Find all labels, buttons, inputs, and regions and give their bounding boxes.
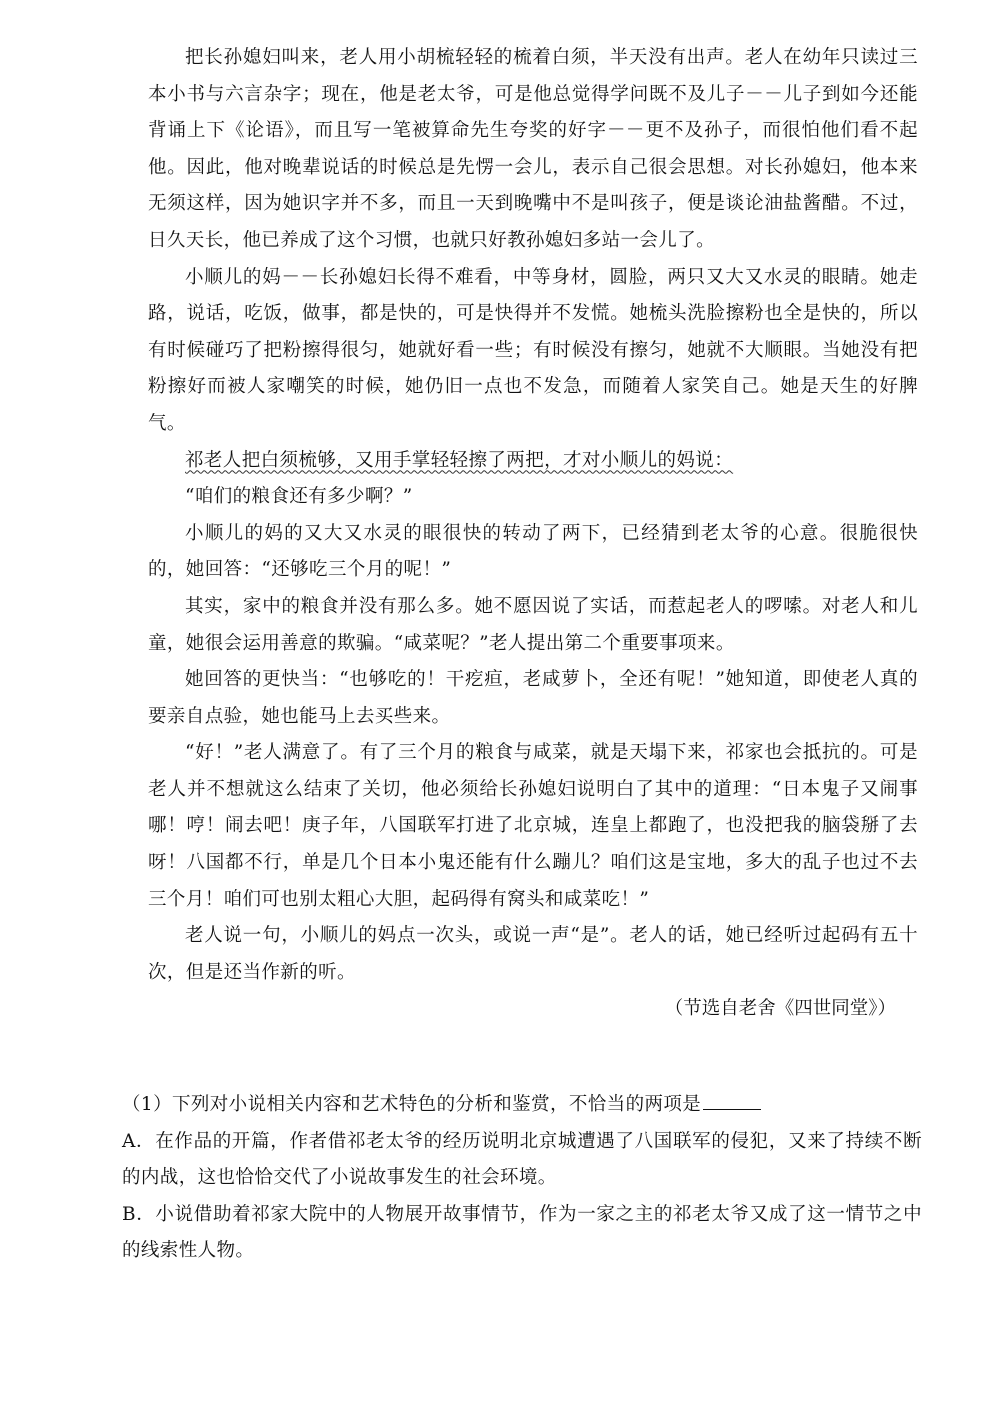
question-stem-text: （1）下列对小说相关内容和艺术特色的分析和鉴赏，不恰当的两项是 [122, 1094, 702, 1115]
paragraph-5: 小顺儿的妈的又大又水灵的眼很快的转动了两下，已经猜到老太爷的心意。很脆很快的，她回答：“还够吃三个月的呢！” [148, 522, 918, 581]
paragraph-1: 把长孙媳妇叫来，老人用小胡梳轻轻的梳着白须，半天没有出声。老人在幼年只读过三本小书与六言杂字；现在，他是老太爷，可是他总觉得学问既不及儿子－－儿子到如今还能背诵上下《论语》，而且写一笔被算命先生夸奖的好字－－更不及孙子，而很怕他们看不起他。因此，他对晚辈说话的时候总是先愣一会儿，表示自己很会思想。对长孙媳妇，他本来无须这样，因为她识字并不多，而且一天到晚嘴中不是叫孩子，便是谈论油盐酱醋。不过，日久天长，他已养成了这个习惯，也就只好教孙媳妇多站一会儿了。 [148, 47, 918, 251]
question-stem [122, 1087, 922, 1124]
option-a: A．在作品的开篇，作者借祁老太爷的经历说明北京城遭遇了八国联军的侵犯，又来了持续不断的内战，这也恰恰交代了小说故事发生的社会环境。 [122, 1130, 922, 1189]
option-b: B．小说借助着祁家大院中的人物展开故事情节，作为一家之主的祁老太爷又成了这一情节之中的线索性人物。 [122, 1203, 922, 1262]
paragraph-4: “咱们的粮食还有多少啊？” [185, 486, 413, 508]
paragraph-2: 小顺儿的妈－－长孙媳妇长得不难看，中等身材，圆脸，两只又大又水灵的眼睛。她走路，说话，吃饭，做事，都是快的，可是快得并不发慌。她梳头洗脸擦粉也全是快的，所以有时候碰巧了把粉擦得很匀，她就好看一些；有时候没有擦匀，她就不大顺眼。当她没有把粉擦好而被人家嘲笑的时候，她仍旧一点也不发急，而随着人家笑自己。她是天生的好脾气。 [148, 266, 918, 434]
paragraph-9: 老人说一句，小顺儿的妈点一次头，或说一声“是”。老人的话，她已经听过起码有五十次，但是还当作新的听。 [148, 925, 918, 983]
question-block [122, 1087, 922, 1270]
paragraph-7: 她回答的更快当：“也够吃的！干疙疸，老咸萝卜，全还有呢！”她知道，即使老人真的要亲自点验，她也能马上去买些来。 [148, 669, 918, 727]
paragraph-6: 其实，家中的粮食并没有那么多。她不愿因说了实话，而惹起老人的啰嗦。对老人和儿童，她很会运用善意的欺骗。“咸菜呢？”老人提出第二个重要事项来。 [148, 595, 918, 654]
paragraph-underlined [148, 443, 918, 480]
wavy-underlined-sentence: 祁老人把白须梳够，又用手掌轻轻擦了两把，才对小顺儿的妈说： [185, 449, 734, 471]
passage [148, 40, 918, 1028]
paragraph-8: “好！”老人满意了。有了三个月的粮食与咸菜，就是天塌下来，祁家也会抵抗的。可是老人并不想就这么结束了关切，他必须给长孙媳妇说明白了其中的道理：“日本鬼子又闹事哪！哼！闹去吧！庚子年，八国联军打进了北京城，连皇上都跑了，也没把我的脑袋掰了去呀！八国都不行，单是几个日本小鬼还能有什么蹦儿？咱们这是宝地，多大的乱子也过不去三个月！咱们可也别太粗心大胆，起码得有窝头和咸菜吃！” [148, 742, 918, 910]
source-citation: （节选自老舍《四世同堂》） [664, 998, 896, 1020]
answer-blank [703, 1091, 761, 1110]
